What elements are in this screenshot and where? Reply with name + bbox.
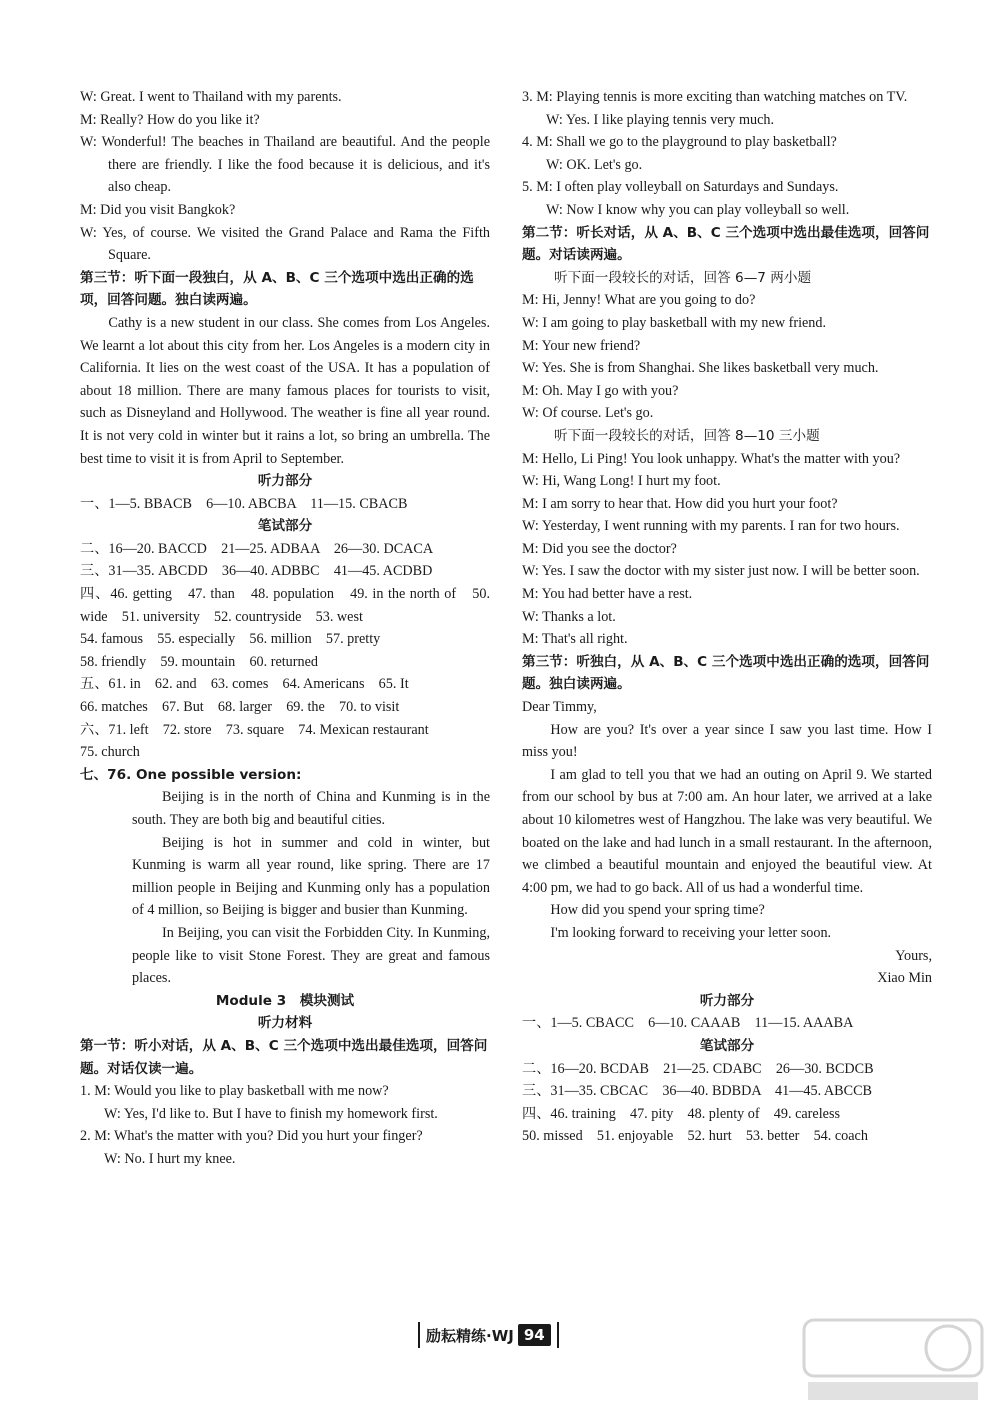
left-text-line: 听力材料 xyxy=(257,1015,313,1032)
right-text-line: 第二节：听长对话，从 A、B、C 三个选项中选出最佳选项，回答问题。对话读两遍。 xyxy=(522,224,930,264)
right-text-line: W: Of course. Let's go. xyxy=(522,405,654,422)
right-text-line: 4. M: Shall we go to the playground to play basketball? xyxy=(522,134,837,151)
left-text-line: 2. M: What's the matter with you? Did you hurt your finger? xyxy=(80,1128,423,1145)
right-text-line: M: Oh. May I go with you? xyxy=(522,382,679,399)
left-text-line: M: Really? How do you like it? xyxy=(80,111,260,128)
left-text-line: 三、31—35. ABCDD 36—40. ADBBC 41—45. ACDBD xyxy=(80,563,433,580)
left-text-line: 六、71. left 72. store 73. square 74. Mexican restaurant xyxy=(80,721,429,738)
left-text-line: 75. church xyxy=(80,744,140,761)
right-text-line: I am glad to tell you that we had an outing on April 9. We started from our school by bus at 7:00 am. An hour later, we arrived at a lake about 10 kilometres west of Hangzhou. The lake was very beautiful. We boated on the lake and had lunch in a small restaurant. In the afternoon, we climbed a beautiful mountain and enjoyed the beautiful view. At 4:00 pm, we had to go back. All of us had a wonderful time. xyxy=(522,766,932,896)
left-text-line: In Beijing, you can visit the Forbidden City. In Kunming, people like to visit Stone Forest. They are great and famous places. xyxy=(132,924,490,987)
right-text-line: M: Hi, Jenny! What are you going to do? xyxy=(522,292,756,309)
right-text-line: W: Yes. She is from Shanghai. She likes basketball very much. xyxy=(522,360,879,377)
footer-brand: 励耘精练·WJ xyxy=(426,1326,514,1345)
page-number: 94 xyxy=(518,1324,551,1346)
right-text-line: 笔试部分 xyxy=(699,1037,755,1054)
left-text-line: 五、61. in 62. and 63. comes 64. Americans 65. It xyxy=(80,676,409,693)
footer-divider-right xyxy=(557,1322,559,1348)
left-text-line: M: Did you visit Bangkok? xyxy=(80,201,236,218)
right-text-line: M: Your new friend? xyxy=(522,337,641,354)
right-text-line: 3. M: Playing tennis is more exciting than watching matches on TV. xyxy=(522,89,908,105)
left-text-line: 第一节：听小对话，从 A、B、C 三个选项中选出最佳选项，回答问题。对话仅读一遍。 xyxy=(80,1037,488,1077)
right-text-line: Dear Timmy, xyxy=(522,699,597,716)
left-column xyxy=(80,86,490,1171)
page-footer xyxy=(412,1318,565,1352)
right-text-line: M: Did you see the doctor? xyxy=(522,540,677,557)
right-text-line: Xiao Min xyxy=(877,970,932,987)
right-text-line: M: Hello, Li Ping! You look unhappy. What's the matter with you? xyxy=(522,450,901,467)
right-text-line: W: Yes. I saw the doctor with my sister just now. I will be better soon. xyxy=(522,563,920,580)
right-text-line: 听力部分 xyxy=(699,992,755,1009)
right-text-line: W: Hi, Wang Long! I hurt my foot. xyxy=(522,473,721,490)
right-text-line: 二、16—20. BCDAB 21—25. CDABC 26—30. BCDCB xyxy=(522,1060,874,1077)
left-text-line: 七、76. One possible version: xyxy=(80,766,302,783)
left-text-line: 四、46. getting 47. than 48. population 49. in the north of 50. wide 51. university 52. countryside 53. west xyxy=(80,586,490,625)
right-text-line: W: Thanks a lot. xyxy=(522,608,616,625)
left-text-line: 一、1—5. BBACB 6—10. ABCBA 11—15. CBACB xyxy=(80,495,408,512)
left-text-line: 听力部分 xyxy=(257,473,313,490)
left-text-line: 第三节：听下面一段独白，从 A、B、C 三个选项中选出正确的选项，回答问题。独白读两遍。 xyxy=(80,269,474,309)
right-text-line: How did you spend your spring time? xyxy=(550,902,765,919)
right-text-line: W: Yes. I like playing tennis very much. xyxy=(546,111,775,128)
right-text-line: 第三节：听独白，从 A、B、C 三个选项中选出正确的选项，回答问题。独白读两遍。 xyxy=(522,653,930,693)
footer-divider-left xyxy=(418,1322,420,1348)
left-text-line: W: Yes, of course. We visited the Grand Palace and Rama the Fifth Square. xyxy=(80,224,490,264)
right-text-line: W: OK. Let's go. xyxy=(546,156,643,173)
left-text-line: 二、16—20. BACCD 21—25. ADBAA 26—30. DCACA xyxy=(80,540,434,557)
left-text-line: Cathy is a new student in our class. She comes from Los Angeles. We learnt a lot about this city from her. Los Angeles is a modern city in California. It lies on the west coast of the USA. It has a population of about 18 million. There are many famous places for tourists to visit, such as Disneyland and Hollywood. The weather is fine all year round. It is not very cold in winter but it rains a lot, so bring an umbrella. The best time to visit it is from April to September. xyxy=(80,314,490,467)
left-text-line: Beijing is in the north of China and Kunming is in the south. They are both big and beautiful cities. xyxy=(132,789,490,828)
right-column xyxy=(522,86,932,1148)
right-text-line: Yours, xyxy=(895,947,932,964)
right-text-line: W: I am going to play basketball with my new friend. xyxy=(522,314,827,331)
right-text-line: 三、31—35. CBCAC 36—40. BDBDA 41—45. ABCCB xyxy=(522,1083,873,1100)
left-text-line: Module 3 模块测试 xyxy=(215,992,355,1009)
right-text-line: How are you? It's over a year since I saw you last time. How I miss you! xyxy=(522,721,932,761)
right-text-line: 听下面一段较长的对话，回答 8—10 三小题 xyxy=(554,427,820,444)
right-text-line: 50. missed 51. enjoyable 52. hurt 53. better 54. coach xyxy=(522,1128,868,1145)
right-text-line: W: Yesterday, I went running with my parents. I ran for two hours. xyxy=(522,518,900,535)
right-text-line: W: Now I know why you can play volleyball so well. xyxy=(546,201,850,218)
left-text-line: W: Yes, I'd like to. But I have to finish my homework first. xyxy=(104,1105,438,1122)
left-text-line: W: Wonderful! The beaches in Thailand are beautiful. And the people there are friendly. I like the food because it is delicious, and it's also cheap. xyxy=(80,134,490,196)
left-text-line: W: No. I hurt my knee. xyxy=(104,1150,236,1167)
left-text-line: 笔试部分 xyxy=(257,518,313,535)
left-text-line: W: Great. I went to Thailand with my parents. xyxy=(80,89,342,105)
right-text-line: I'm looking forward to receiving your letter soon. xyxy=(550,924,832,941)
right-text-line: M: That's all right. xyxy=(522,631,628,648)
left-text-line: Beijing is hot in summer and cold in winter, but Kunming is warm all year round, like spring. There are 17 million people in Beijing and Kunming only has a population of 4 million, so Beijing is bigger and busier than Kunming. xyxy=(132,834,490,919)
right-text-line: 听下面一段较长的对话，回答 6—7 两小题 xyxy=(554,269,812,286)
left-text-line: 1. M: Would you like to play basketball with me now? xyxy=(80,1083,389,1100)
right-text-line: 5. M: I often play volleyball on Saturdays and Sundays. xyxy=(522,179,839,196)
left-text-line: 54. famous 55. especially 56. million 57. pretty xyxy=(80,631,381,648)
right-text-line: 四、46. training 47. pity 48. plenty of 49. careless xyxy=(522,1105,840,1122)
right-text-line: M: You had better have a rest. xyxy=(522,586,693,603)
left-text-line: 58. friendly 59. mountain 60. returned xyxy=(80,653,318,670)
right-text-line: M: I am sorry to hear that. How did you hurt your foot? xyxy=(522,495,838,512)
right-text-line: 一、1—5. CBACC 6—10. CAAAB 11—15. AAABA xyxy=(522,1015,854,1032)
left-text-line: 66. matches 67. But 68. larger 69. the 70. to visit xyxy=(80,699,400,716)
watermark-logo xyxy=(798,1312,988,1407)
